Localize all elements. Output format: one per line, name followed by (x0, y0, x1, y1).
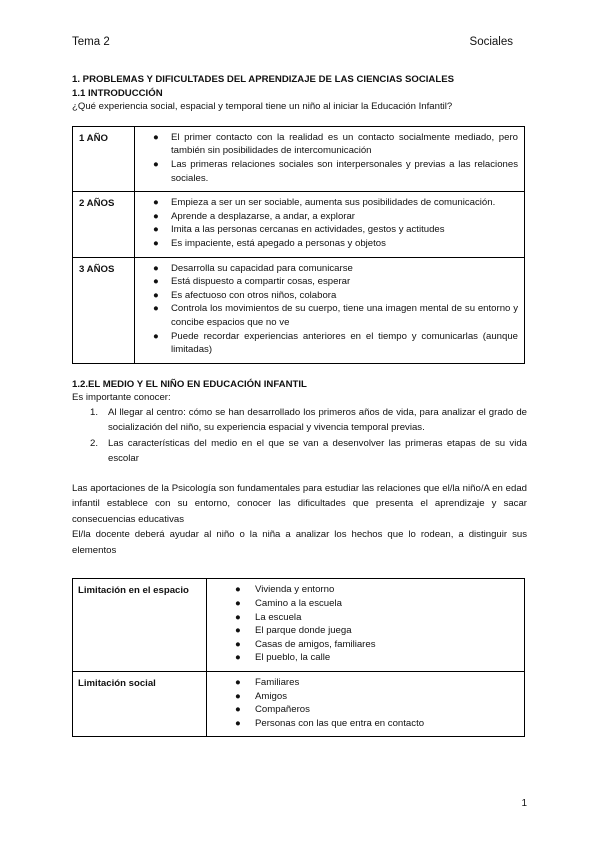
list-item: ● Casas de amigos, familiares (235, 638, 376, 650)
list-item: ● Familiares (235, 676, 300, 688)
bullet-icon: ● (235, 597, 241, 609)
age-cell: 1 AÑO (73, 126, 135, 191)
items-cell (135, 192, 525, 257)
section1-subtitle: 1.1 INTRODUCCIÓN (72, 87, 163, 99)
list-item: ● El primer contacto con la realidad es un contacto socialmente mediado, pero también sin posibilidades de intercomunicación (153, 131, 518, 157)
list-item: ● Personas con las que entra en contacto (235, 717, 425, 729)
bullet-icon: ● (235, 584, 241, 596)
bullet-icon: ● (235, 625, 241, 637)
list-item: ● Camino a la escuela (235, 597, 342, 609)
bullet-icon: ● (153, 197, 159, 209)
list-item: ● Empieza a ser un ser sociable, aumenta sus posibilidades de comunicación. (153, 197, 496, 209)
list-item: ● El pueblo, la calle (235, 652, 331, 664)
table-row (73, 257, 525, 363)
bullet-icon: ● (153, 210, 159, 222)
list-item: ● Controla los movimientos de su cuerpo, tiene una imagen mental de su entorno y concibe espacios que no ve (153, 303, 518, 328)
bullet-icon: ● (153, 158, 159, 170)
list-item: ● El parque donde juega (235, 625, 352, 637)
list-item: ● Vivienda y entorno (235, 584, 335, 596)
list-item: ● Compañeros (235, 704, 310, 716)
list-item: ● Aprende a desplazarse, a andar, a explorar (153, 210, 356, 222)
list-item: 1. Al llegar al centro: cómo se han desarrollado los primeros años de vida, para analizar el grado de socialización del niño, su experiencia espacial y vivencia temporal previas. (90, 406, 527, 434)
bullet-icon: ● (235, 652, 241, 664)
table-row (73, 126, 525, 191)
list-item: ● Imita a las personas cercanas en actividades, gestos y actitudes (153, 224, 445, 236)
section2 (72, 378, 527, 559)
numbered-list (72, 405, 527, 467)
bullet-icon: ● (235, 676, 241, 688)
bullet-icon: ● (153, 303, 159, 315)
section2-intro: Es importante conocer: (72, 392, 171, 404)
bullet-icon: ● (235, 638, 241, 650)
age-cell: 3 AÑOS (73, 257, 135, 363)
label-cell: Limitación social (73, 671, 207, 736)
list-item: ● Es afectuoso con otros niños, colabora (153, 289, 337, 301)
bullet-icon: ● (235, 717, 241, 729)
table-row (73, 579, 525, 672)
bullet-icon: ● (153, 289, 159, 301)
bullet-icon: ● (235, 690, 241, 702)
list-item: ● Está dispuesto a compartir cosas, esperar (153, 276, 351, 288)
items-cell (207, 671, 525, 736)
table-row (73, 192, 525, 257)
list-item: ● Puede recordar experiencias anteriores en el tiempo y comunicarlas (aunque limitadas) (153, 330, 518, 356)
paragraph: Las aportaciones de la Psicología son fundamentales para estudiar las relaciones que el/la niño/A en edad infantil establece con su entorno, conocer las dificultades que presenta el aprendizaje y sacar consecuencias educativas (72, 482, 527, 525)
section1-question: ¿Qué experiencia social, espacial y temporal tiene un niño al iniciar la Educación Infantil? (72, 101, 453, 113)
header-left: Tema 2 (72, 36, 110, 48)
age-table (72, 126, 525, 364)
header-right: Sociales (469, 36, 513, 48)
section1-title: 1. PROBLEMAS Y DIFICULTADES DEL APRENDIZAJE DE LAS CIENCIAS SOCIALES (72, 74, 455, 85)
paragraph: El/la docente deberá ayudar al niño o la niña a analizar los hechos que lo rodean, a distinguir sus elementos (72, 529, 527, 556)
items-cell (135, 257, 525, 363)
section2-title: 1.2.EL MEDIO Y EL NIÑO EN EDUCACIÓN INFANTIL (72, 378, 307, 390)
bullet-icon: ● (153, 131, 159, 143)
items-cell (207, 579, 525, 672)
bullet-icon: ● (153, 276, 159, 288)
bullet-icon: ● (153, 330, 159, 342)
limit-table (72, 578, 525, 737)
list-item: ● Desarrolla su capacidad para comunicarse (153, 262, 353, 274)
content (72, 73, 527, 737)
list-item: 2. Las características del medio en el que se van a desenvolver las primeras etapas de su vida escolar (90, 437, 527, 465)
list-item: ● La escuela (235, 611, 302, 623)
list-item: ● Amigos (235, 690, 287, 702)
bullet-icon: ● (235, 611, 241, 623)
bullet-icon: ● (153, 237, 159, 249)
bullet-icon: ● (153, 224, 159, 236)
list-item: ● Las primeras relaciones sociales son interpersonales y previas a las relaciones sociales. (153, 158, 518, 184)
bullet-icon: ● (235, 704, 241, 716)
label-cell: Limitación en el espacio (73, 579, 207, 672)
page-number: 1 (521, 798, 527, 809)
list-item: ● Es impaciente, está apegado a personas y objetos (153, 237, 386, 249)
table-row (73, 671, 525, 736)
bullet-icon: ● (153, 262, 159, 274)
items-cell (135, 126, 525, 191)
age-cell: 2 AÑOS (73, 192, 135, 257)
